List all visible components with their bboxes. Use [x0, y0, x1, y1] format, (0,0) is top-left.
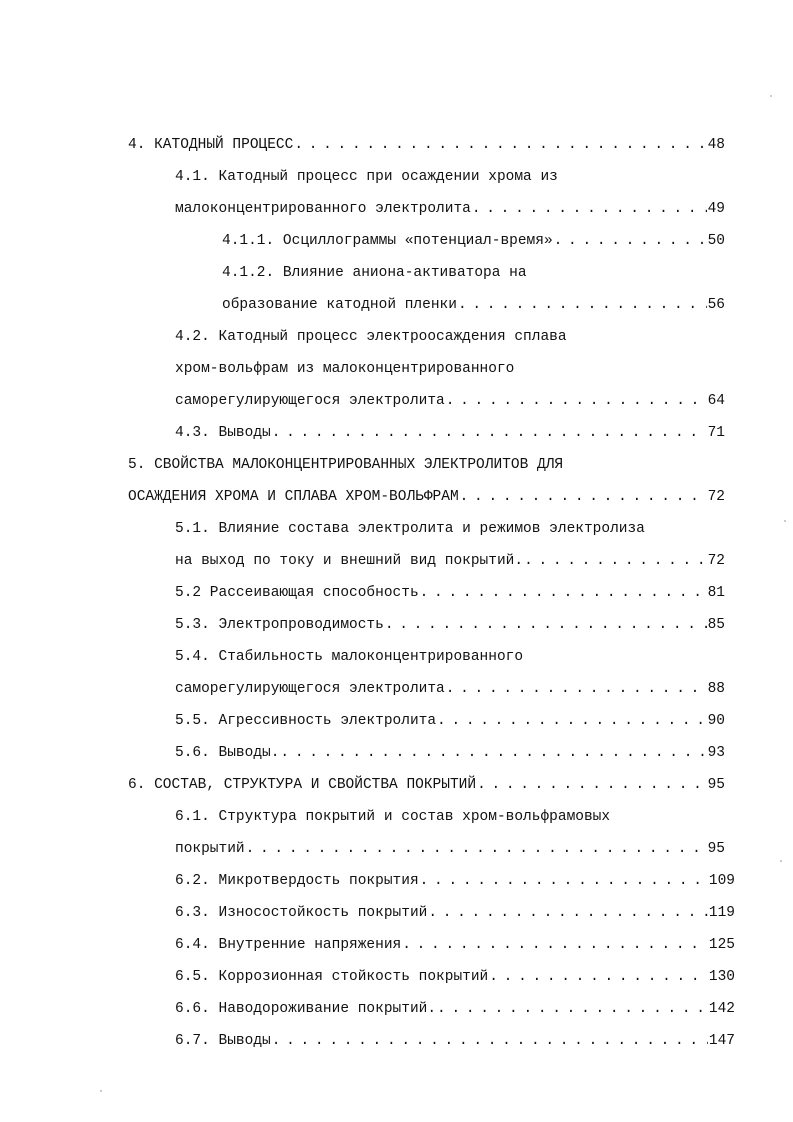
- toc-page-number: 125: [708, 937, 735, 953]
- toc-entry-5-2: [175, 582, 725, 604]
- toc-entry-4-2-cont2: [175, 390, 725, 412]
- toc-entry-text: 5. СВОЙСТВА МАЛОКОНЦЕНТРИРОВАННЫХ ЭЛЕКТРОЛИТОВ ДЛЯ: [128, 457, 564, 473]
- toc-page-number: 142: [708, 1001, 735, 1017]
- toc-page-number: 88: [707, 681, 725, 697]
- toc-entry-4-1-2: [222, 262, 527, 284]
- dot-leader: [472, 198, 707, 220]
- toc-page-number: 95: [707, 841, 725, 857]
- toc-entry-text: 5.3. Электропроводимость: [175, 617, 384, 633]
- dot-leader: [272, 1030, 708, 1052]
- toc-entry-text: малоконцентрированного электролита: [175, 201, 471, 217]
- toc-entry-text: на выход по току и внешний вид покрытий.: [175, 553, 524, 569]
- toc-entry-text: образование катодной пленки: [222, 297, 457, 313]
- toc-entry-5-4: [175, 646, 523, 668]
- toc-entry-6-7: [175, 1030, 735, 1052]
- toc-entry-6-4: [175, 934, 735, 956]
- toc-entry-4-1: [175, 166, 558, 188]
- dot-leader: [554, 230, 707, 252]
- toc-page-number: 85: [707, 617, 725, 633]
- toc-entry-text: 5.6. Выводы.: [175, 745, 280, 761]
- toc-entry-6-3: [175, 902, 735, 924]
- dot-leader: [460, 486, 707, 508]
- toc-entry-5-4-cont: [175, 678, 725, 700]
- dot-leader: [420, 582, 707, 604]
- dot-leader: [524, 550, 707, 572]
- toc-page-number: 56: [707, 297, 725, 313]
- toc-entry-text: 4.1.1. Осциллограммы «потенциал-время»: [222, 233, 553, 249]
- scan-speck: [780, 860, 782, 862]
- toc-entry-6-1: [175, 806, 610, 828]
- toc-entry-text: 6.5. Коррозионная стойкость покрытий: [175, 969, 489, 985]
- dot-leader: [402, 934, 708, 956]
- dot-leader: [385, 614, 707, 636]
- toc-page-number: 95: [707, 777, 725, 793]
- toc-entry-text: ОСАЖДЕНИЯ ХРОМА И СПЛАВА ХРОМ-ВОЛЬФРАМ: [128, 489, 459, 505]
- toc-entry-text: 5.2 Рассеивающая способность: [175, 585, 419, 601]
- toc-entry-text: 4.3. Выводы: [175, 425, 271, 441]
- toc-page-number: 72: [707, 553, 725, 569]
- dot-leader: [246, 838, 707, 860]
- toc-page-number: 130: [708, 969, 735, 985]
- toc-entry-4-1-2-cont: [222, 294, 725, 316]
- toc-entry-5-5: [175, 710, 725, 732]
- dot-leader: [458, 294, 707, 316]
- toc-entry-5-6: [175, 742, 725, 764]
- scan-speck: [784, 520, 786, 522]
- dot-leader: [428, 902, 708, 924]
- toc-entry-text: 4. КАТОДНЫЙ ПРОЦЕСС: [128, 137, 294, 153]
- scan-speck: [770, 95, 772, 97]
- dot-leader: [437, 998, 708, 1020]
- scan-speck: [100, 1090, 102, 1092]
- toc-entry-4-1-cont: [175, 198, 725, 220]
- toc-entry-4: [128, 134, 725, 156]
- toc-entry-text: саморегулирующегося электролита: [175, 393, 445, 409]
- toc-entry-text: 6.4. Внутренние напряжения: [175, 937, 402, 953]
- toc-entry-text: 5.1. Влияние состава электролита и режимов электролиза: [175, 521, 645, 537]
- toc-entry-text: 5.4. Стабильность малоконцентрированного: [175, 649, 524, 665]
- toc-entry-4-2-cont: [175, 358, 514, 380]
- toc-entry-text: 4.2. Катодный процесс электроосаждения сплава: [175, 329, 567, 345]
- toc-page-number: 72: [707, 489, 725, 505]
- toc-entry-5-cont: [128, 486, 725, 508]
- dot-leader: [446, 678, 707, 700]
- toc-page-number: 93: [707, 745, 725, 761]
- toc-entry-6-6: [175, 998, 735, 1020]
- toc-entry-text: покрытий: [175, 841, 245, 857]
- dot-leader: [477, 774, 707, 796]
- dot-leader: [272, 422, 707, 444]
- toc-entry-6: [128, 774, 725, 796]
- toc-entry-5-1-cont: [175, 550, 725, 572]
- toc-entry-text: 4.1. Катодный процесс при осаждении хрома из: [175, 169, 558, 185]
- toc-page-number: 48: [707, 137, 725, 153]
- toc-page-number: 109: [708, 873, 735, 889]
- dot-leader: [437, 710, 707, 732]
- toc-page-number: 119: [708, 905, 735, 921]
- dot-leader: [280, 742, 706, 764]
- toc-entry-6-1-cont: [175, 838, 725, 860]
- toc-page-number: 64: [707, 393, 725, 409]
- dot-leader: [446, 390, 707, 412]
- dot-leader: [420, 870, 708, 892]
- toc-entry-4-1-1: [222, 230, 725, 252]
- toc-entry-5: [128, 454, 563, 476]
- toc-page-number: 71: [707, 425, 725, 441]
- toc-entry-text: 5.5. Агрессивность электролита: [175, 713, 437, 729]
- toc-entry-6-5: [175, 966, 735, 988]
- toc-entry-6-2: [175, 870, 735, 892]
- toc-entry-text: 6.2. Микротвердость покрытия: [175, 873, 419, 889]
- toc-entry-text: 6.7. Выводы: [175, 1033, 271, 1049]
- toc-entry-text: 6.1. Структура покрытий и состав хром-вольфрамовых: [175, 809, 611, 825]
- toc-entry-4-2: [175, 326, 567, 348]
- toc-entry-4-3: [175, 422, 725, 444]
- toc-entry-text: хром-вольфрам из малоконцентрированного: [175, 361, 515, 377]
- toc-page-number: 147: [708, 1033, 735, 1049]
- toc-entry-text: 6.3. Износостойкость покрытий: [175, 905, 428, 921]
- toc-entry-text: 6.6. Наводороживание покрытий.: [175, 1001, 437, 1017]
- dot-leader: [489, 966, 708, 988]
- toc-page-number: 81: [707, 585, 725, 601]
- toc-entry-text: 4.1.2. Влияние аниона-активатора на: [222, 265, 527, 281]
- toc-entry-5-1: [175, 518, 645, 540]
- toc-page-number: 49: [707, 201, 725, 217]
- dot-leader: [294, 134, 706, 156]
- toc-entry-5-3: [175, 614, 725, 636]
- toc-page-number: 90: [707, 713, 725, 729]
- toc-entry-text: саморегулирующегося электролита: [175, 681, 445, 697]
- toc-entry-text: 6. СОСТАВ, СТРУКТУРА И СВОЙСТВА ПОКРЫТИЙ: [128, 777, 477, 793]
- toc-page-number: 50: [707, 233, 725, 249]
